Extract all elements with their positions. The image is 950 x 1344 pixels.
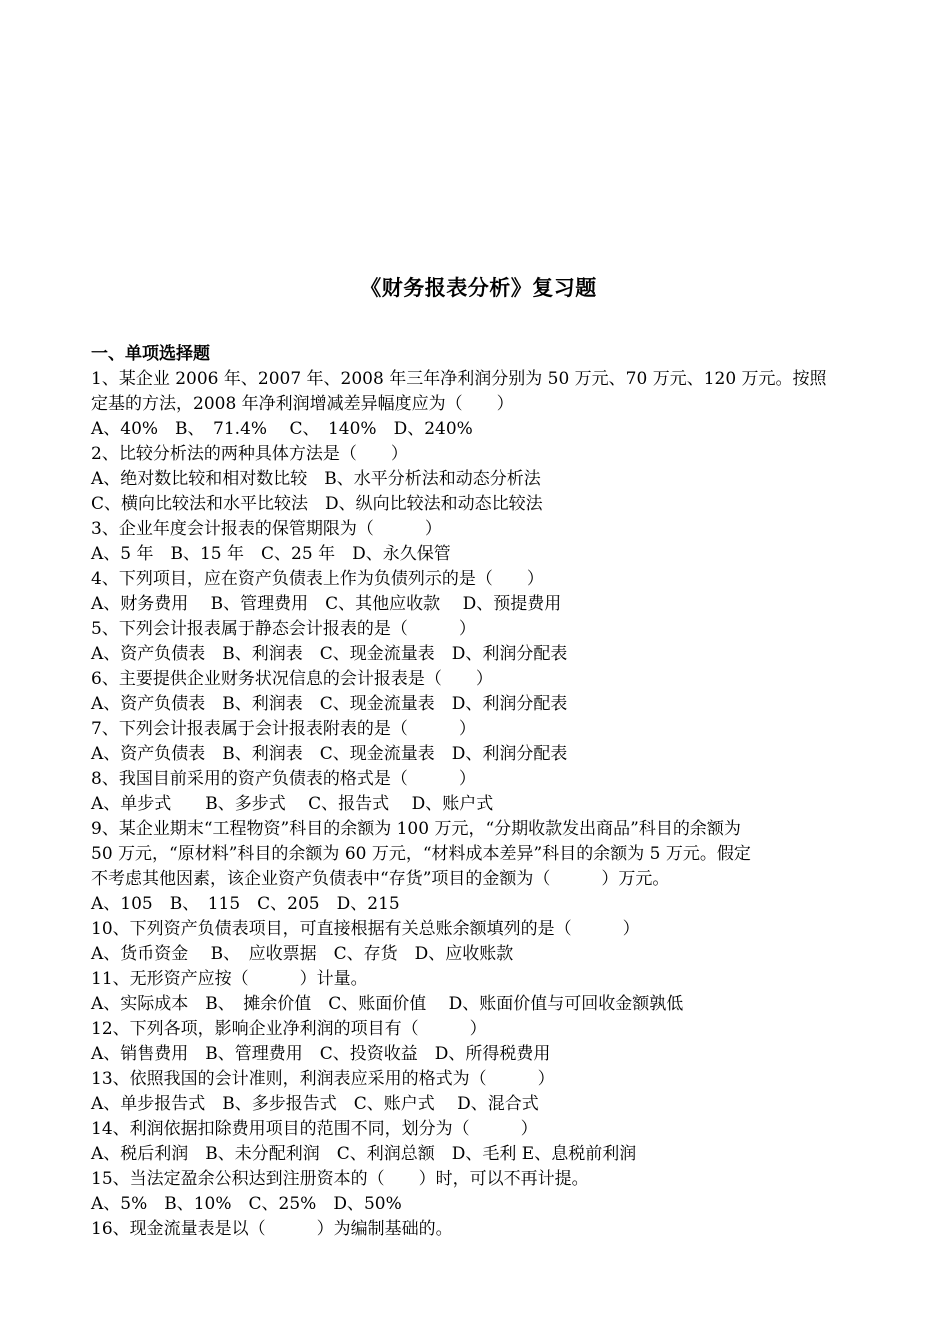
option-line: A、单步式 B、多步式 C、报告式 D、账户式: [91, 794, 494, 814]
question-line: 14、利润依据扣除费用项目的范围不同，划分为（ ）: [91, 1119, 538, 1139]
option-line: A、税后利润 B、未分配利润 C、利润总额 D、毛利 E、息税前利润: [91, 1144, 637, 1164]
option-line: A、绝对数比较和相对数比较 B、水平分析法和动态分析法: [91, 469, 541, 489]
question-line: 8、我国目前采用的资产负债表的格式是（ ）: [91, 769, 476, 789]
option-line: A、5 年 B、15 年 C、25 年 D、永久保管: [91, 544, 451, 564]
question-line: 5、下列会计报表属于静态会计报表的是（ ）: [91, 619, 476, 639]
option-line: A、销售费用 B、管理费用 C、投资收益 D、所得税费用: [91, 1044, 551, 1064]
option-line: A、资产负债表 B、利润表 C、现金流量表 D、利润分配表: [91, 644, 568, 664]
question-line: 7、下列会计报表属于会计报表附表的是（ ）: [91, 719, 476, 739]
question-line: 3、企业年度会计报表的保管期限为（ ）: [91, 519, 442, 539]
question-line: 1、某企业 2006 年、2007 年、2008 年三年净利润分别为 50 万元、70 万元、120 万元。按照: [91, 369, 827, 389]
question-line: 不考虑其他因素，该企业资产负债表中“存货”项目的金额为（ ）万元。: [91, 869, 670, 889]
question-line: 4、下列项目，应在资产负债表上作为负债列示的是（ ）: [91, 569, 544, 589]
option-line: C、横向比较法和水平比较法 D、纵向比较法和动态比较法: [91, 494, 543, 514]
question-line: 10、下列资产负债表项目，可直接根据有关总账余额填列的是（ ）: [91, 919, 640, 939]
option-line: A、货币资金 B、 应收票据 C、存货 D、应收账款: [91, 944, 514, 964]
option-line: A、资产负债表 B、利润表 C、现金流量表 D、利润分配表: [91, 694, 568, 714]
question-line: 9、某企业期末“工程物资”科目的余额为 100 万元，“分期收款发出商品”科目的余额为: [91, 819, 741, 839]
option-line: A、5% B、10% C、25% D、50%: [91, 1194, 402, 1214]
question-line: 15、当法定盈余公积达到注册资本的（ ）时，可以不再计提。: [91, 1169, 589, 1189]
option-line: A、财务费用 B、管理费用 C、其他应收款 D、预提费用: [91, 594, 562, 614]
question-line: 16、现金流量表是以（ ）为编制基础的。: [91, 1219, 453, 1239]
option-line: A、单步报告式 B、多步报告式 C、账户式 D、混合式: [91, 1094, 539, 1114]
option-line: A、资产负债表 B、利润表 C、现金流量表 D、利润分配表: [91, 744, 568, 764]
option-line: A、105 B、 115 C、205 D、215: [91, 894, 400, 914]
question-line: 50 万元，“原材料”科目的余额为 60 万元，“材料成本差异”科目的余额为 5 万元。假定: [91, 844, 751, 864]
document-page: [91, 270, 866, 1242]
document-title: 《财务报表分析》复习题: [360, 275, 597, 300]
question-line: 13、依照我国的会计准则，利润表应采用的格式为（ ）: [91, 1069, 555, 1089]
question-line: 12、下列各项，影响企业净利润的项目有（ ）: [91, 1019, 487, 1039]
option-line: A、40% B、 71.4% C、 140% D、240%: [91, 419, 473, 439]
question-line: 2、比较分析法的两种具体方法是（ ）: [91, 444, 408, 464]
question-line: 定基的方法，2008 年净利润增减差异幅度应为（ ）: [91, 394, 514, 414]
question-line: 6、主要提供企业财务状况信息的会计报表是（ ）: [91, 669, 493, 689]
question-line: 11、无形资产应按（ ）计量。: [91, 969, 368, 989]
section-heading: 一、单项选择题: [91, 344, 210, 364]
option-line: A、实际成本 B、 摊余价值 C、账面价值 D、账面价值与可回收金额孰低: [91, 994, 684, 1014]
question-list: [91, 367, 866, 1242]
